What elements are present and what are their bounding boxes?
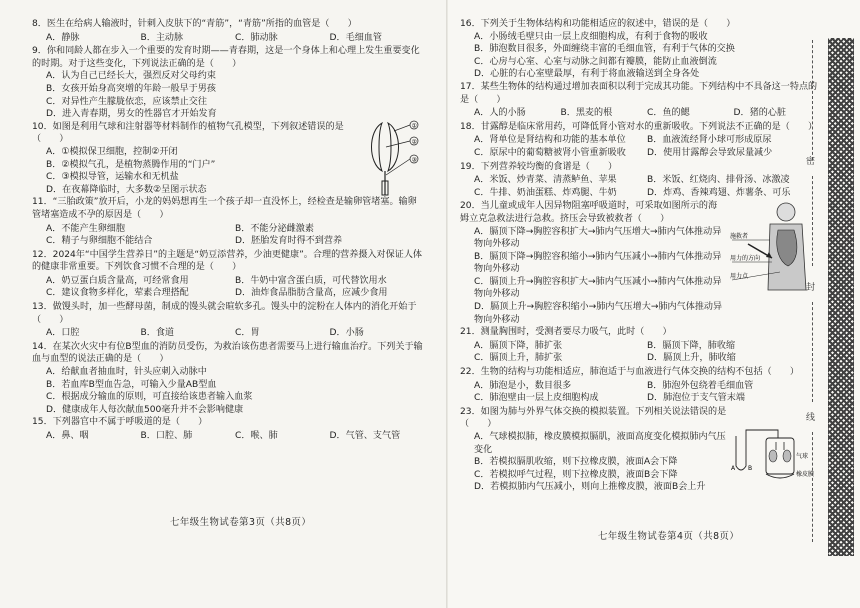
fig-label-2: ② <box>411 138 417 146</box>
option-d: D．进入青春期，男女的性器官才开始发育 <box>46 109 217 120</box>
question-stem: 17．某些生物体的结构通过增加表面积以利于完成其功能。下列结构中不具备这一特点的是（ ） <box>460 81 818 105</box>
question-10 <box>32 121 424 197</box>
option-a: A．米饭、炒青菜、清蒸鲈鱼、苹果 <box>474 175 617 186</box>
option-b: B．女孩开始身高突增的年龄一般早于男孩 <box>46 83 216 94</box>
question-stem: 18．甘露醇是临床常用药，可降低肾小管对水的重新吸收。下列说法不正确的是（ ） <box>460 121 818 132</box>
option-a: A．膈顶下降→胸腔容积扩大→肺内气压增大→肺内气体推动异物向外移动 <box>474 226 722 250</box>
fig-label-force-point: 用力点 <box>730 273 749 281</box>
left-column <box>32 18 424 444</box>
question-stem: 14．在某次火灾中有位B型血的消防员受伤，为救治该伤患者需要马上进行输血治疗。下列关于输血与血型的说法正确的是（ ） <box>32 341 423 365</box>
option-a: A．人的小肠 <box>474 108 526 119</box>
option-b: B．若血库B型血告急，可输入少量AB型血 <box>46 379 217 390</box>
option-d: D．小肠 <box>329 328 364 339</box>
question-stem: 13．做馒头时，加一些酵母菌，制成的馒头就会暄软多孔。馒头中的淀粉在人体内的消化开始于（ ） <box>32 302 417 325</box>
fig-label-balloon: 气球 <box>796 452 809 460</box>
option-c: C．③模拟导管，运输水和无机盐 <box>46 172 179 183</box>
option-a: A．肺泡是小，数目很多 <box>474 380 572 391</box>
edge-label-feng: 封 <box>804 282 814 291</box>
question-stem: 9．你和同龄人都在步入一个重要的发育时期——青春期，这是一个身体上和心理上发生重要变化的时期。对于这些变化，下列说法正确的是（ ） <box>32 46 420 69</box>
option-c: C．若模拟呼气过程，则下拉橡皮膜，液面B会下降 <box>474 469 678 480</box>
option-a: A．膈顶下降，肺扩张 <box>474 340 563 351</box>
question-11 <box>32 196 424 247</box>
option-d: D．胚胎发育时得不到营养 <box>235 236 343 247</box>
option-b: B．食道 <box>140 328 175 339</box>
option-b: B．牛奶中富含蛋白质，可代替饮用水 <box>235 275 387 286</box>
edge-label-xian: 线 <box>804 412 814 421</box>
option-a: A．鼻、咽 <box>46 431 89 441</box>
question-16 <box>460 18 820 81</box>
question-12 <box>32 249 424 300</box>
option-c: C．牛排、奶油蛋糕、炸鸡腿、牛奶 <box>474 187 617 198</box>
option-b: B．②模拟气孔，是植物蒸腾作用的“门户” <box>46 159 216 170</box>
fig-label-1: ① <box>411 122 417 130</box>
option-c: C．精子与卵细胞不能结合 <box>46 236 153 247</box>
option-c: C．肺泡壁由一层上皮细胞构成 <box>474 393 599 404</box>
option-b: B．口腔、肺 <box>140 431 193 441</box>
option-b: B．血液流经肾小球可形成原尿 <box>647 135 772 146</box>
option-d: D．油炸食品脂肪含量高，应减少食用 <box>235 288 388 299</box>
question-8 <box>32 18 424 44</box>
question-stem: 22．生物的结构与功能相适应，肺泡适于与血液进行气体交换的结构不包括（ ） <box>460 367 799 378</box>
option-a: A．不能产生卵细胞 <box>46 223 125 234</box>
option-d: D．毛细血管 <box>329 32 382 43</box>
right-page <box>448 0 860 608</box>
option-d: D．心脏的右心室壁最厚，有利于将血液输送到全身各处 <box>474 69 700 80</box>
question-stem: 12．2024年“中国学生营养日”的主题是“奶豆添营养，少油更健康”。合理的营养摄入对保证人体的健康非常重要。下列饮食习惯不合理的是（ ） <box>32 249 423 273</box>
option-c: C．膈顶上升，肺扩张 <box>474 353 563 364</box>
question-20 <box>460 200 820 326</box>
fig-label-b: B <box>748 464 753 472</box>
question-18 <box>460 121 820 160</box>
option-d: D．若模拟肺内气压减小，则向上推橡皮膜，液面B会上升 <box>474 482 706 493</box>
question-22 <box>460 366 820 405</box>
option-a: A．认为自己已经长大，强烈反对父母约束 <box>46 71 216 82</box>
fig-label-rubber-membrane: 橡皮膜 <box>796 470 815 478</box>
option-b: B．肺泡外包绕着毛细血管 <box>647 380 754 391</box>
question-9 <box>32 45 424 121</box>
right-column <box>460 18 820 494</box>
option-a: A．小肠绒毛壁只由一层上皮细胞构成，有利于食物的吸收 <box>474 31 708 42</box>
option-a: A．口腔 <box>46 328 80 339</box>
question-stem: 10．如图是利用气球和注射器等材料制作的植物气孔模型，下列叙述错误的是（ ） <box>32 121 344 145</box>
option-b: B．主动脉 <box>140 32 184 43</box>
page-footer: 七年级生物试卷第4页（共8页） <box>598 531 740 542</box>
option-a: A．①模拟保卫细胞，控制②开闭 <box>46 146 178 157</box>
option-d: D．炸鸡、香辣鸡翅、炸薯条、可乐 <box>647 187 791 198</box>
question-stem: 20．当儿童或成年人因异物阻塞呼吸道时，可采取如图所示的海姆立克急救法进行急救。挤压会导致被救者（ ） <box>460 201 718 224</box>
option-c: C．鱼的鳃 <box>647 108 690 119</box>
option-d: D．健康成年人每次献血500毫升并不会影响健康 <box>46 404 244 415</box>
option-b: B．肺泡数目很多，外面缠绕丰富的毛细血管，有利于气体的交换 <box>474 44 735 55</box>
binding-pattern-strip <box>828 38 854 556</box>
question-stem: 23．如图为肺与外界气体交换的模拟装置。下列相关说法错误的是（ ） <box>460 406 727 430</box>
stomata-model-figure <box>364 117 424 197</box>
option-a: A．静脉 <box>46 32 80 43</box>
question-19 <box>460 161 820 200</box>
option-d: D．使用甘露醇会导致尿量减少 <box>647 147 773 158</box>
option-b: B．黑麦的根 <box>560 108 613 119</box>
question-15 <box>32 416 424 442</box>
option-d: D．肺泡位于支气管末端 <box>647 393 745 404</box>
fig-label-rescuer: 施救者 <box>730 233 749 241</box>
option-a: A．给献血者抽血时，针头应刺入动脉中 <box>46 367 207 378</box>
option-c: C．喉、肺 <box>235 431 278 441</box>
option-d: D．气管、支气管 <box>329 431 401 441</box>
question-stem: 19．下列营养较均衡的食谱是（ ） <box>460 161 618 172</box>
option-d: D．在夜幕降临时，大多数②呈图示状态 <box>46 184 207 195</box>
question-14 <box>32 341 424 417</box>
binding-dash-low <box>812 302 814 402</box>
page-footer: 七年级生物试卷第3页（共8页） <box>170 517 312 528</box>
question-21 <box>460 326 820 365</box>
binding-dash-bottom <box>812 432 814 542</box>
option-a: A．奶豆蛋白质含量高，可经常食用 <box>46 275 189 286</box>
fig-label-force-direction: 用力的方向 <box>730 255 761 263</box>
option-b: B．膈顶下降，肺收缩 <box>647 340 736 351</box>
option-c: C．建议食物多样化，荤素合理搭配 <box>46 288 189 299</box>
question-17 <box>460 81 820 120</box>
option-c: C．根据成分输血的原则，可直接给该患者输入血浆 <box>46 392 253 403</box>
option-d: D．膈顶上升，肺收缩 <box>647 353 736 364</box>
fig-label-3: ③ <box>411 156 417 164</box>
binding-dash-top <box>812 40 814 160</box>
option-b: B．膈顶下降→胸腔容积缩小→肺内气压减小→肺内气体推动异物向外移动 <box>474 251 722 275</box>
option-c: C．原尿中的葡萄糖被肾小管重新吸收 <box>474 147 626 158</box>
question-stem: 15．下列器官中不属于呼吸道的是（ ） <box>32 417 208 428</box>
option-c: C．肺动脉 <box>235 32 278 43</box>
question-stem: 8．医生在给病人输液时，针刺入皮肤下的“青筋”，“青筋”所指的血管是（ ） <box>32 19 357 29</box>
question-23 <box>460 406 820 494</box>
option-b: B．米饭、红烧肉、排骨汤、冰激凌 <box>647 175 790 186</box>
option-c: C．心房与心室、心室与动脉之间都有瓣膜，能防止血液倒流 <box>474 56 717 67</box>
lung-model-figure <box>730 416 820 486</box>
question-13 <box>32 301 424 340</box>
binding-dash-mid <box>812 176 814 266</box>
option-b: B．不能分泌雌激素 <box>235 223 314 234</box>
option-d: D．猪的心脏 <box>733 108 786 119</box>
option-b: B．若模拟膈肌收缩，则下拉橡皮膜，液面A会下降 <box>474 457 678 468</box>
option-a: A．肾单位是肾结构和功能的基本单位 <box>474 135 626 146</box>
question-stem: 21．测量胸围时，受测者要尽力吸气，此时（ ） <box>460 327 672 338</box>
question-stem: 11．“三胎政策”放开后，小龙的妈妈想再生一个孩子却一直没怀上，经检查是输卵管堵塞。输卵管堵塞造成不孕的原因是（ ） <box>32 197 417 220</box>
option-c: C．膈顶上升→胸腔容积扩大→肺内气压减小→肺内气体推动异物向外移动 <box>474 276 722 300</box>
option-d: D．膈顶上升→胸腔容积缩小→肺内气压增大→肺内气体推动异物向外移动 <box>474 302 723 325</box>
option-a: A．气球模拟肺，橡皮膜模拟膈肌，液面高度变化模拟肺内气压变化 <box>474 432 726 455</box>
question-stem: 16．下列关于生物体结构和功能相适应的叙述中，错误的是（ ） <box>460 19 736 29</box>
option-c: C．对异性产生朦胧依恋，应该禁止交往 <box>46 96 207 107</box>
option-c: C．胃 <box>235 328 260 339</box>
fig-label-a: A <box>731 464 736 472</box>
edge-label-mi: 密 <box>804 156 814 165</box>
